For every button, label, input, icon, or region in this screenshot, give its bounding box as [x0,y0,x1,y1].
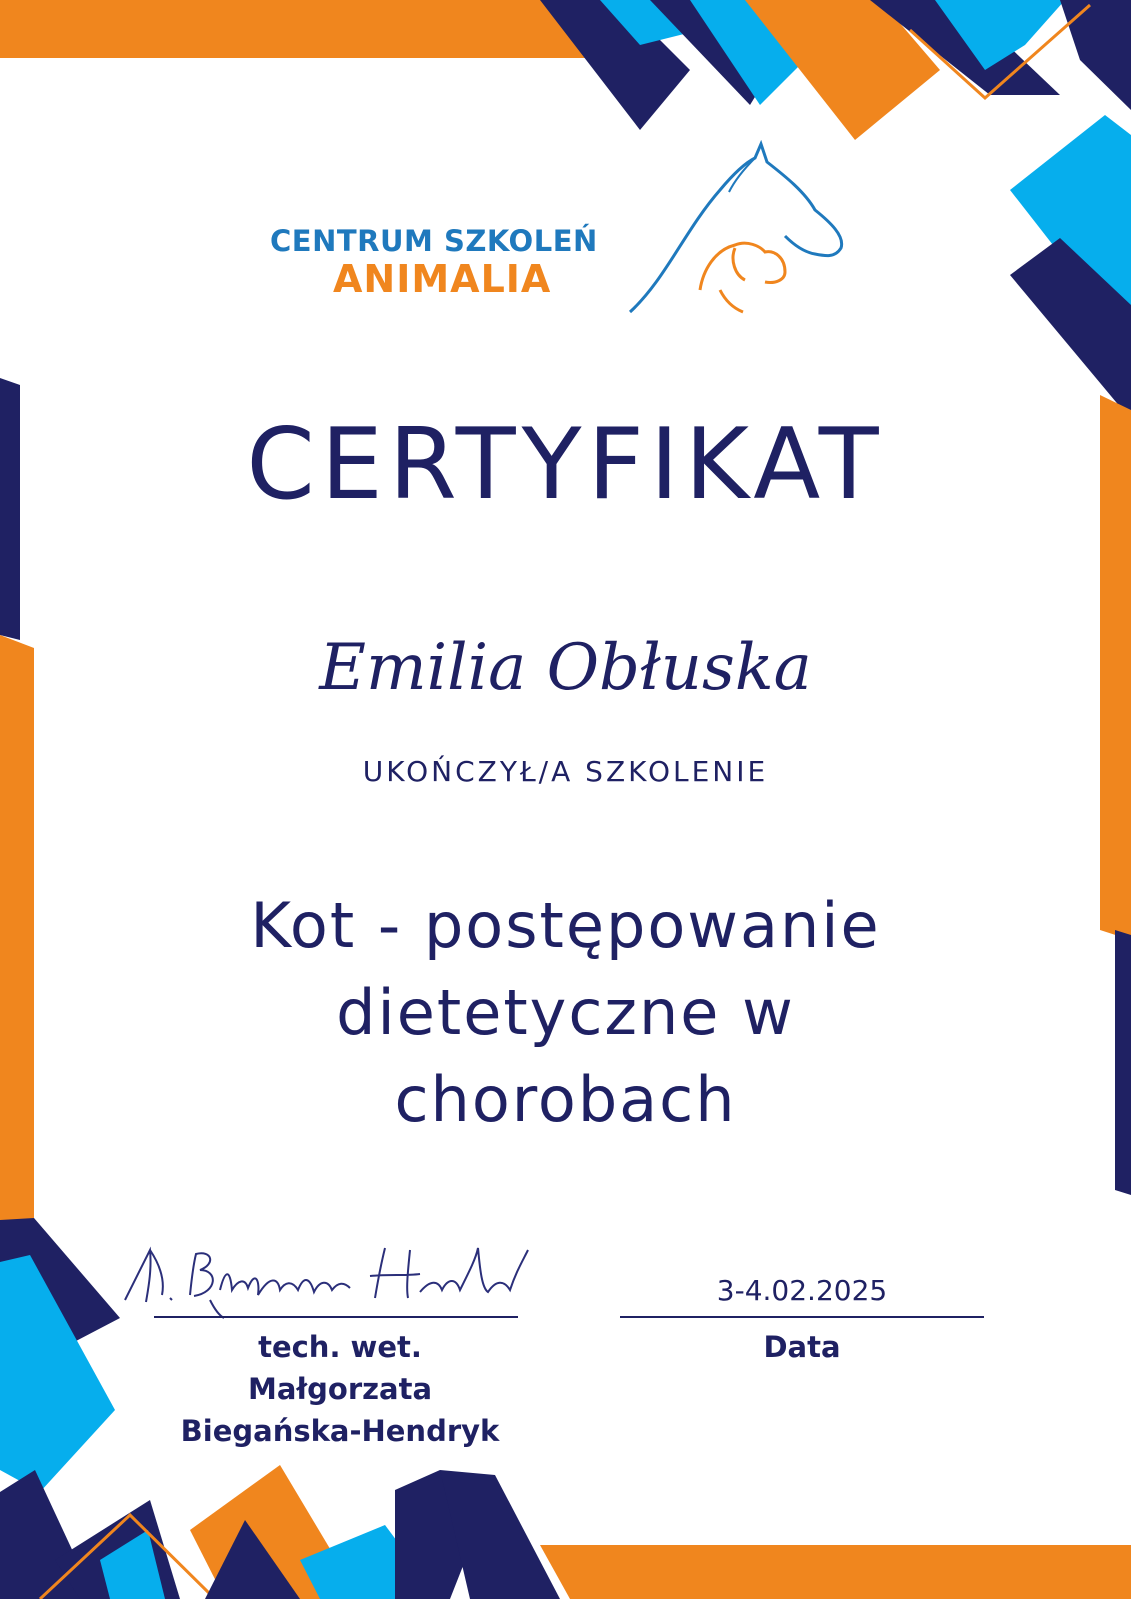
recipient-name: Emilia Obłuska [319,631,812,705]
date-label: Data [763,1330,841,1364]
top-orange-band [0,0,600,58]
date-line [620,1316,984,1318]
course-title-line-1: Kot - postępowanie [250,889,881,962]
certificate-title: CERTYFIKAT [246,408,885,522]
completed-text: UKOŃCZYŁ/A SZKOLENIE [362,755,769,788]
signature-line [154,1316,518,1318]
handwritten-signature [120,1240,540,1320]
left-orange-band [0,635,34,1230]
top-navy-corner [1060,0,1131,110]
bottom-navy-shape-5 [440,1470,560,1599]
logo-line-1: CENTRUM SZKOLEŃ [270,224,598,258]
right-navy-band [1115,930,1131,1195]
logo-line-2: ANIMALIA [333,257,552,301]
course-title [140,882,991,1143]
signatory-last-name: Biegańska-Hendryk [180,1414,500,1448]
horse-and-dog-outline-icon [625,140,865,320]
signatory-first-name: Małgorzata [247,1372,433,1406]
bottom-orange-band [540,1545,1131,1599]
signatory-title: tech. wet. [258,1330,422,1364]
date-value: 3-4.02.2025 [716,1274,888,1307]
signatory-name [140,1326,540,1452]
logo-text [270,224,670,300]
course-title-line-3: chorobach [394,1063,737,1136]
course-title-line-2: dietetyczne w [336,976,795,1049]
